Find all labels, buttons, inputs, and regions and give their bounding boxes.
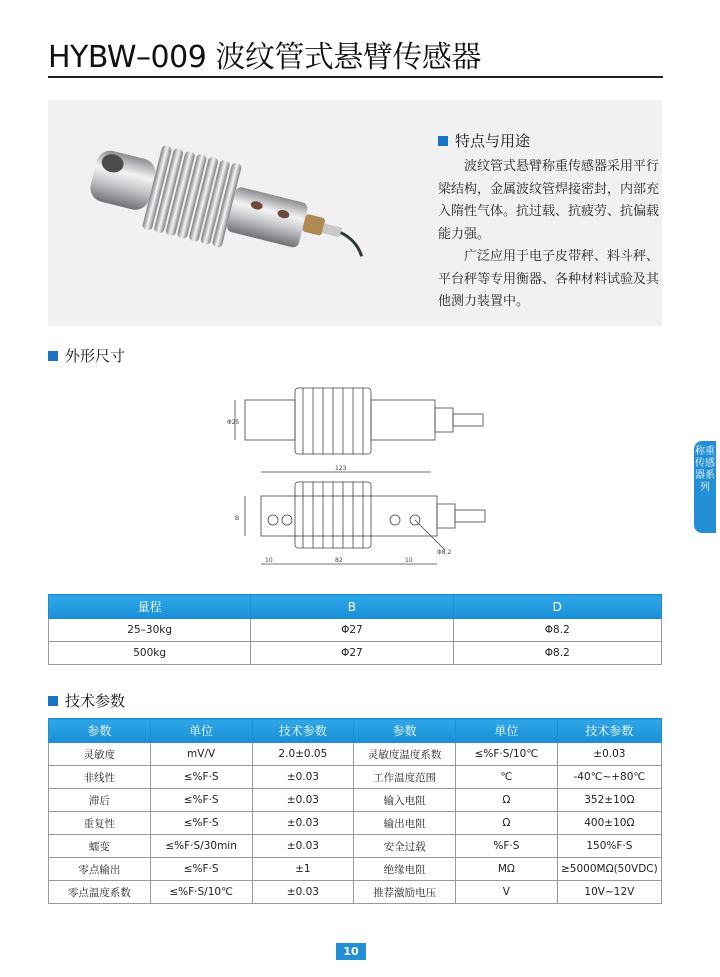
table-cell: 输入电阻: [354, 789, 456, 812]
title-divider: [48, 76, 663, 78]
dimension-drawing: [205, 378, 525, 578]
dim-82: 82: [335, 557, 343, 564]
table-cell: MΩ: [456, 858, 558, 881]
table-cell: 推荐激励电压: [354, 881, 456, 904]
features-paragraph-1: 波纹管式悬臂称重传感器采用平行梁结构，金属波纹管焊接密封，内部充入隋性气体。抗过载、抗疲劳、抗偏载能力强。: [438, 159, 660, 242]
table-cell: 输出电阻: [354, 812, 456, 835]
table-cell: 零点温度系数: [49, 881, 151, 904]
bullet-square-icon: [48, 351, 58, 361]
tech-heading-text: 技术参数: [65, 692, 126, 710]
page-title: HYBW–009 波纹管式悬臂传感器: [48, 40, 481, 75]
table-header-row: [49, 719, 662, 743]
table-row: [49, 766, 662, 789]
diameter-label: Φ8.2: [437, 549, 452, 556]
table-cell: ≤%F·S: [150, 789, 252, 812]
features-heading-text: 特点与用途: [455, 132, 531, 150]
table-cell: Ω: [456, 789, 558, 812]
table-cell: 重复性: [49, 812, 151, 835]
product-panel: [48, 100, 662, 326]
table-cell: 灵敏度: [49, 743, 151, 766]
table-cell: ±0.03: [252, 835, 354, 858]
bullet-square-icon: [48, 696, 58, 706]
table-row: [49, 642, 662, 665]
b-label: B: [235, 515, 240, 522]
table-cell: Φ8.2: [453, 642, 661, 665]
product-photo: [66, 130, 366, 310]
table-header: 参数: [49, 719, 151, 743]
table-header: 单位: [456, 719, 558, 743]
series-side-tab: 称重传感器系列: [694, 441, 716, 533]
bullet-square-icon: [438, 136, 448, 146]
page-number: 10: [336, 943, 366, 960]
table-cell: 10V~12V: [557, 881, 661, 904]
table-cell: Φ8.2: [453, 619, 661, 642]
dimensions-heading: [48, 345, 125, 366]
table-cell: ±0.03: [252, 881, 354, 904]
table-header: 量程: [49, 595, 251, 619]
table-cell: %F·S: [456, 835, 558, 858]
table-cell: ±0.03: [252, 812, 354, 835]
table-cell: 400±10Ω: [557, 812, 661, 835]
dimensions-heading-text: 外形尺寸: [65, 347, 126, 365]
table-cell: 滞后: [49, 789, 151, 812]
table-row: [49, 835, 662, 858]
table-cell: ≤%F·S/10℃: [150, 881, 252, 904]
table-cell: 非线性: [49, 766, 151, 789]
table-cell: ±1: [252, 858, 354, 881]
table-header: 参数: [354, 719, 456, 743]
top-view: [227, 388, 483, 454]
table-cell: 150%F·S: [557, 835, 661, 858]
table-cell: Φ27: [251, 619, 453, 642]
table-cell: Ω: [456, 812, 558, 835]
table-cell: 蠕变: [49, 835, 151, 858]
table-cell: 352±10Ω: [557, 789, 661, 812]
table-cell: -40℃~+80℃: [557, 766, 661, 789]
table-row: [49, 619, 662, 642]
table-cell: ≤%F·S/30min: [150, 835, 252, 858]
table-cell: 2.0±0.05: [252, 743, 354, 766]
table-cell: 灵敏度温度系数: [354, 743, 456, 766]
table-header: 技术参数: [252, 719, 354, 743]
table-cell: mV/V: [150, 743, 252, 766]
table-cell: ±0.03: [252, 766, 354, 789]
features-heading: [438, 130, 530, 151]
table-header-row: [49, 595, 662, 619]
tech-table: [48, 718, 662, 904]
table-cell: ±0.03: [252, 789, 354, 812]
table-row: [49, 743, 662, 766]
table-cell: ≥5000MΩ(50VDC): [557, 858, 661, 881]
top-dim-label: 123: [335, 465, 347, 472]
table-header: D: [453, 595, 661, 619]
table-header: 单位: [150, 719, 252, 743]
table-row: [49, 789, 662, 812]
features-text: [438, 156, 662, 314]
dim-10-right: 10: [405, 557, 413, 564]
dim-10-left: 10: [265, 557, 273, 564]
table-cell: 25–30kg: [49, 619, 251, 642]
phi-label: Φ25: [227, 419, 240, 426]
tech-heading: [48, 690, 125, 711]
table-cell: V: [456, 881, 558, 904]
size-table: [48, 594, 662, 665]
table-cell: 零点输出: [49, 858, 151, 881]
table-header: B: [251, 595, 453, 619]
table-cell: ≤%F·S/10℃: [456, 743, 558, 766]
table-cell: ±0.03: [557, 743, 661, 766]
features-paragraph-2: 广泛应用于电子皮带秤、料斗秤、平台秤等专用衡器、各种材料试验及其他测力装置中。: [438, 249, 660, 309]
table-cell: 500kg: [49, 642, 251, 665]
table-header: 技术参数: [557, 719, 661, 743]
table-cell: Φ27: [251, 642, 453, 665]
table-row: [49, 858, 662, 881]
table-cell: ≤%F·S: [150, 812, 252, 835]
table-cell: ≤%F·S: [150, 858, 252, 881]
table-cell: ℃: [456, 766, 558, 789]
table-row: [49, 812, 662, 835]
table-cell: 绝缘电阻: [354, 858, 456, 881]
table-row: [49, 881, 662, 904]
table-cell: 安全过载: [354, 835, 456, 858]
side-view: [235, 465, 485, 564]
table-cell: ≤%F·S: [150, 766, 252, 789]
table-cell: 工作温度范围: [354, 766, 456, 789]
